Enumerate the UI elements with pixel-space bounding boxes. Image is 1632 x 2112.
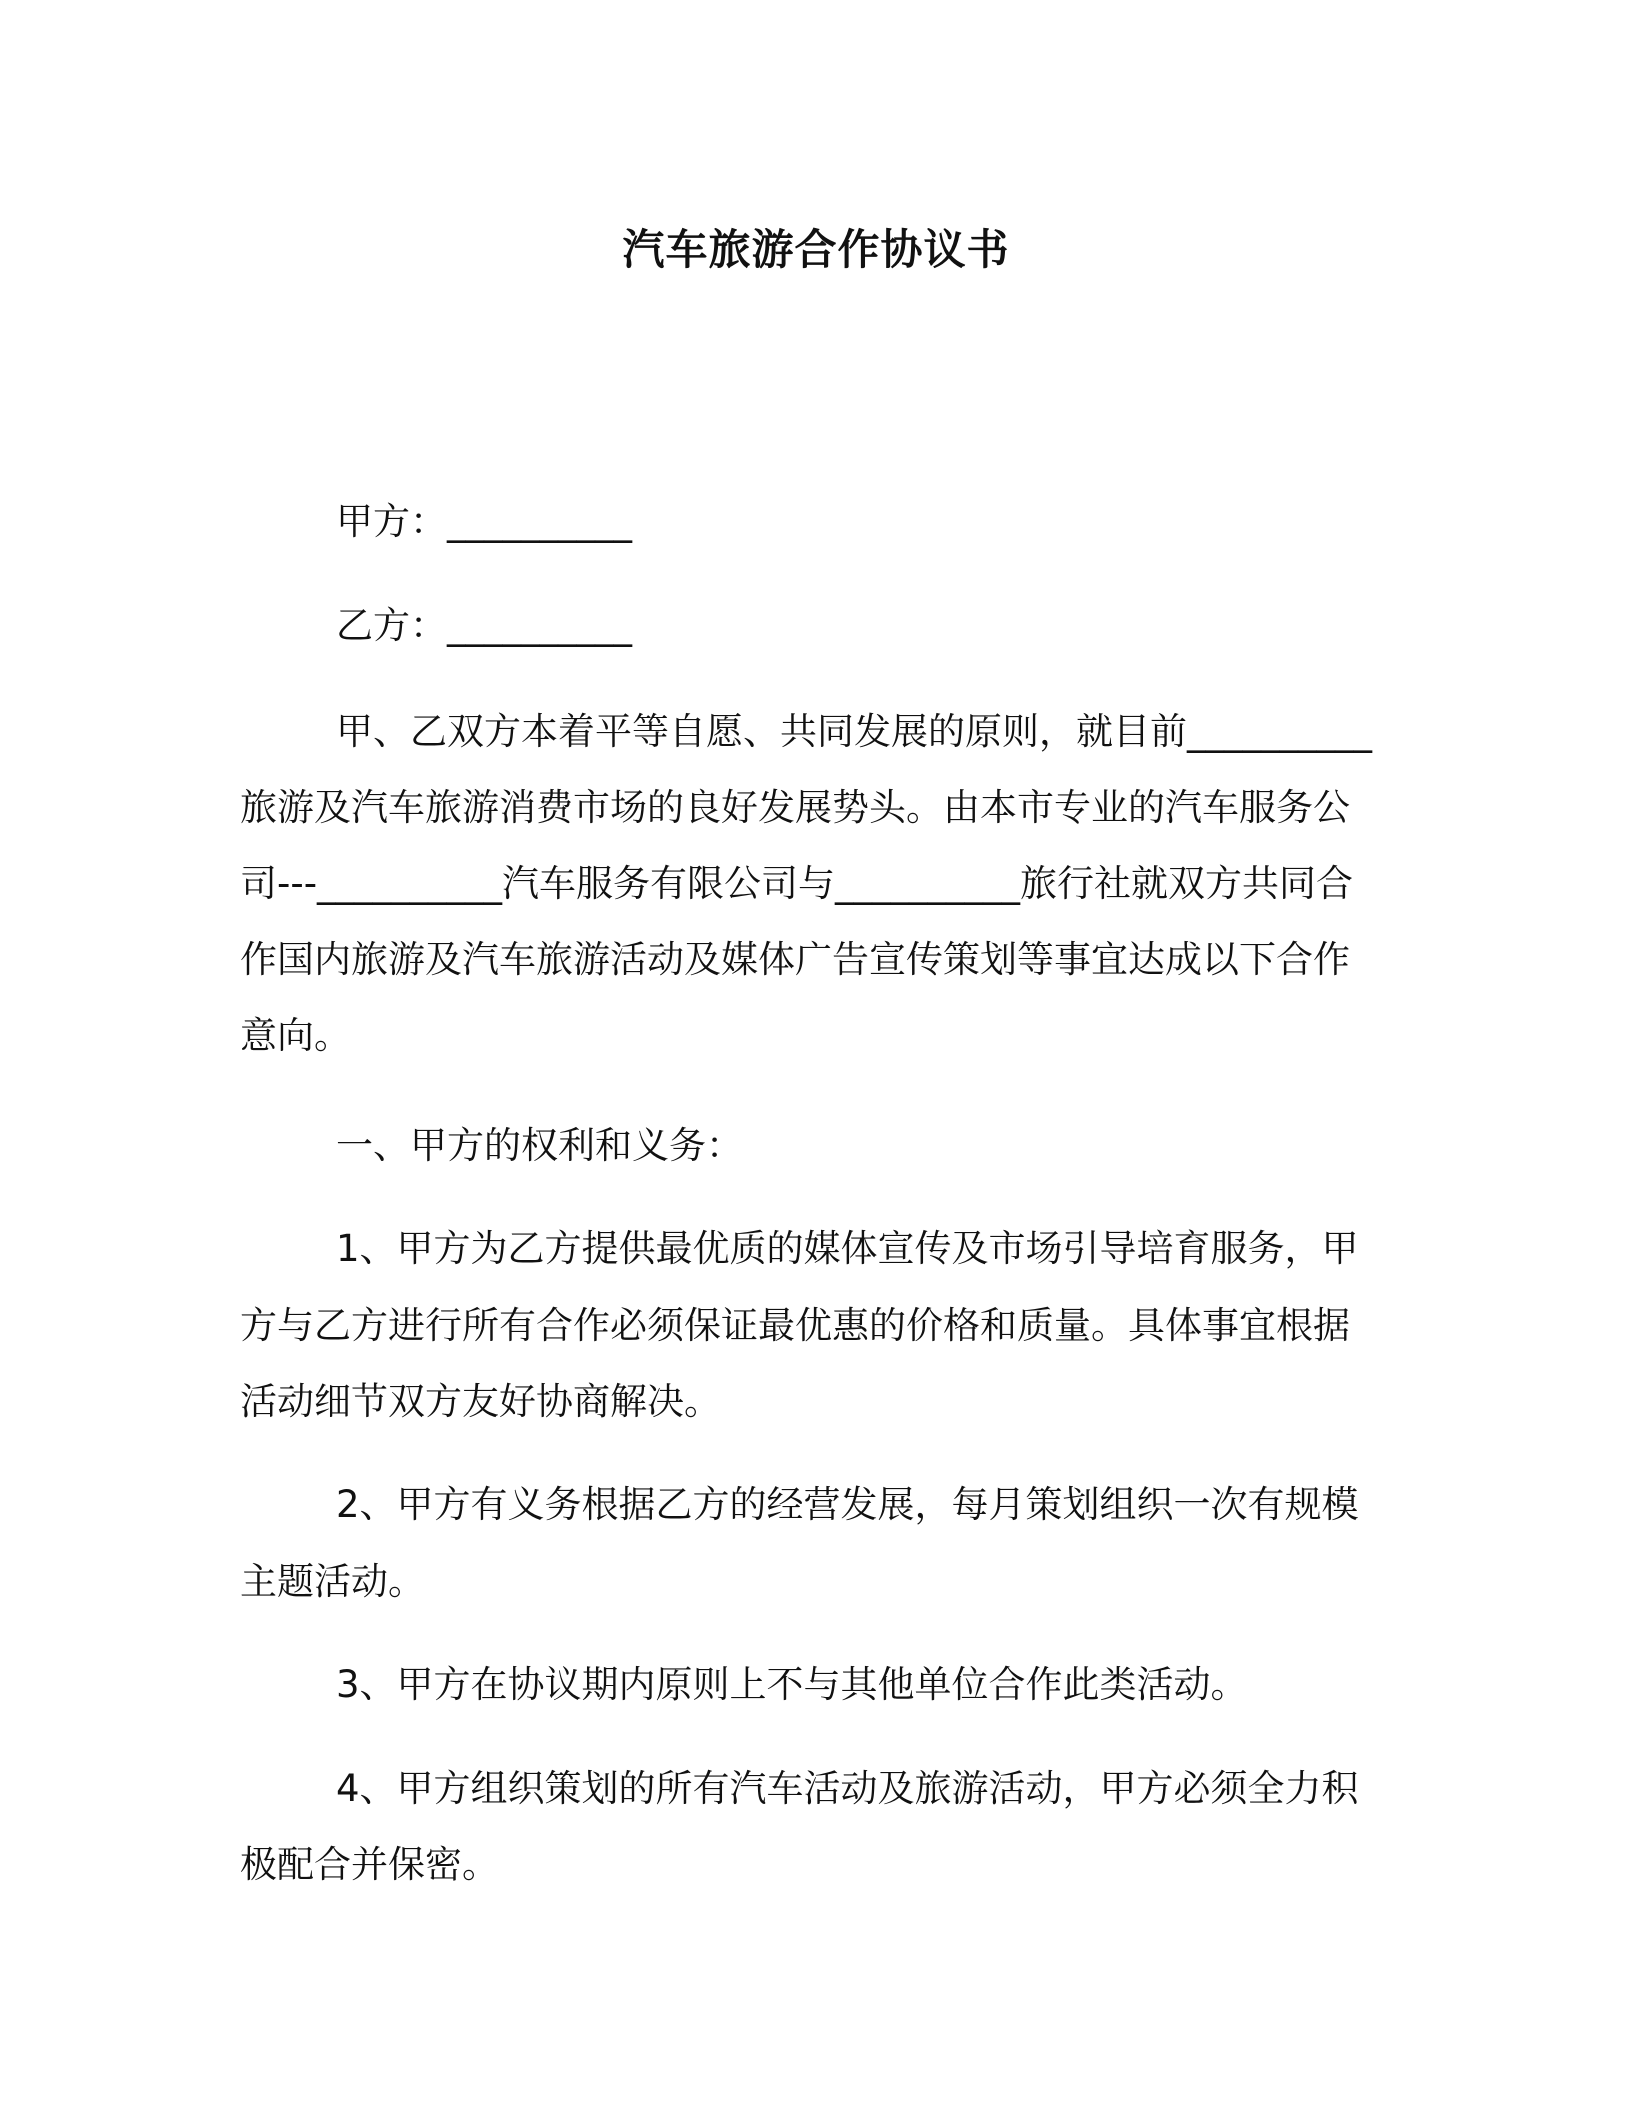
intro-line: 意向。 bbox=[240, 1014, 351, 1057]
party-b-line: 乙方：__________ bbox=[336, 604, 632, 647]
intro-line: 甲、乙双方本着平等自愿、共同发展的原则，就目前__________ bbox=[336, 710, 1372, 753]
clause-line: 2、甲方有义务根据乙方的经营发展，每月策划组织一次有规模 bbox=[336, 1483, 1359, 1526]
party-a-line: 甲方：__________ bbox=[336, 500, 632, 543]
section-heading: 一、甲方的权利和义务： bbox=[336, 1124, 743, 1167]
intro-line: 作国内旅游及汽车旅游活动及媒体广告宣传策划等事宜达成以下合作 bbox=[240, 938, 1350, 981]
intro-line: 司---__________汽车服务有限公司与__________旅行社就双方共同合 bbox=[240, 862, 1354, 905]
clause-line: 活动细节双方友好协商解决。 bbox=[240, 1380, 721, 1423]
clause-line: 1、甲方为乙方提供最优质的媒体宣传及市场引导培育服务，甲 bbox=[336, 1227, 1359, 1270]
clause-line: 4、甲方组织策划的所有汽车活动及旅游活动，甲方必须全力积 bbox=[336, 1767, 1359, 1810]
document-title: 汽车旅游合作协议书 bbox=[622, 225, 1010, 274]
intro-line: 旅游及汽车旅游消费市场的良好发展势头。由本市专业的汽车服务公 bbox=[240, 786, 1350, 829]
clause-line: 主题活动。 bbox=[240, 1560, 425, 1603]
clause-line: 极配合并保密。 bbox=[240, 1843, 499, 1886]
clause-line: 3、甲方在协议期内原则上不与其他单位合作此类活动。 bbox=[336, 1663, 1248, 1706]
clause-line: 方与乙方进行所有合作必须保证最优惠的价格和质量。具体事宜根据 bbox=[240, 1304, 1350, 1347]
